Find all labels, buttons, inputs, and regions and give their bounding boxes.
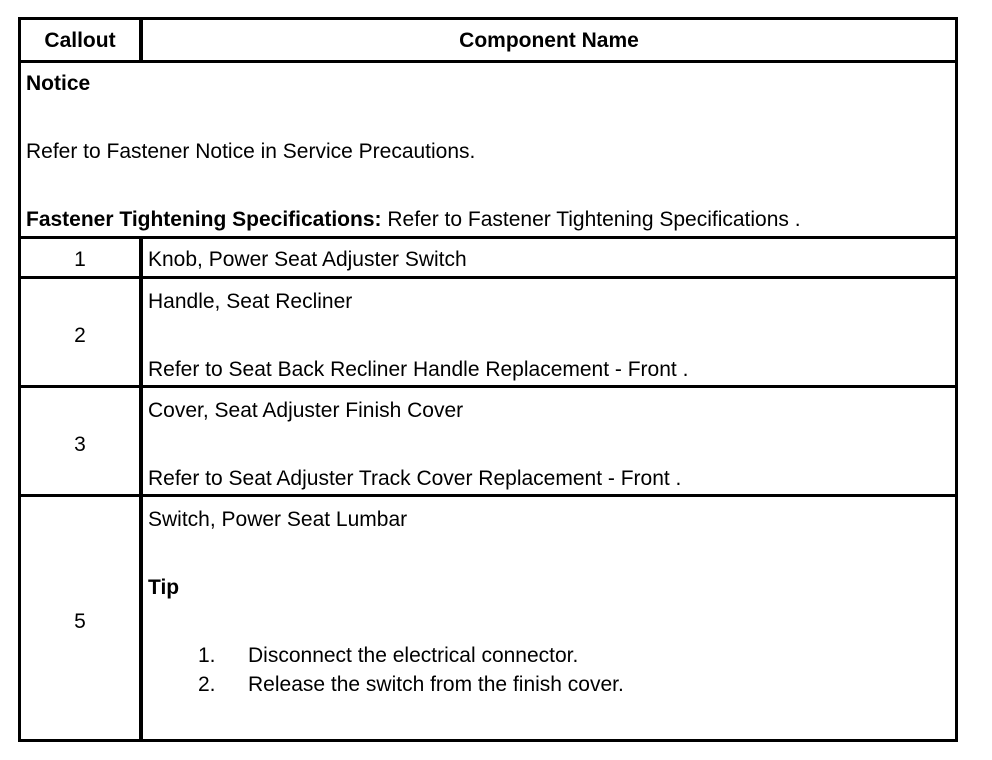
row2-divider xyxy=(21,385,955,388)
step-1-text: Disconnect the electrical connector. xyxy=(248,644,579,667)
row1-callout: 1 xyxy=(74,248,86,271)
tip-title: Tip xyxy=(148,576,180,599)
row1-component-name: Knob, Power Seat Adjuster Switch xyxy=(148,248,467,271)
row3-column-divider xyxy=(139,388,143,496)
step-1-number: 1. xyxy=(198,644,216,667)
step-2-text: Release the switch from the finish cover. xyxy=(248,673,624,696)
component-name-header: Component Name xyxy=(459,29,639,52)
row5-callout: 5 xyxy=(74,610,86,633)
row3-component-name: Cover, Seat Adjuster Finish Cover xyxy=(148,399,464,422)
row2-callout: 2 xyxy=(74,324,86,347)
row2-component-name: Handle, Seat Recliner xyxy=(148,290,353,313)
row5-column-divider xyxy=(139,497,143,742)
row3-reference: Refer to Seat Adjuster Track Cover Replacement - Front . xyxy=(148,467,682,490)
component-table xyxy=(18,17,958,742)
row5-component-name: Switch, Power Seat Lumbar xyxy=(148,508,408,531)
step-2-number: 2. xyxy=(198,673,216,696)
row2-column-divider xyxy=(139,279,143,387)
callout-header: Callout xyxy=(44,29,116,52)
notice-title: Notice xyxy=(26,72,91,95)
fastener-spec-line xyxy=(26,209,801,230)
header-divider xyxy=(21,60,955,63)
notice-divider xyxy=(21,236,955,239)
notice-text: Refer to Fastener Notice in Service Precautions. xyxy=(26,140,476,163)
row3-callout: 3 xyxy=(74,433,86,456)
row3-divider xyxy=(21,494,955,497)
fastener-spec-text: Refer to Fastener Tightening Specifications . xyxy=(381,208,801,231)
row1-divider xyxy=(21,276,955,279)
row2-reference: Refer to Seat Back Recliner Handle Replacement - Front . xyxy=(148,358,689,381)
row1-column-divider xyxy=(139,239,143,277)
fastener-spec-label: Fastener Tightening Specifications: xyxy=(26,208,382,231)
